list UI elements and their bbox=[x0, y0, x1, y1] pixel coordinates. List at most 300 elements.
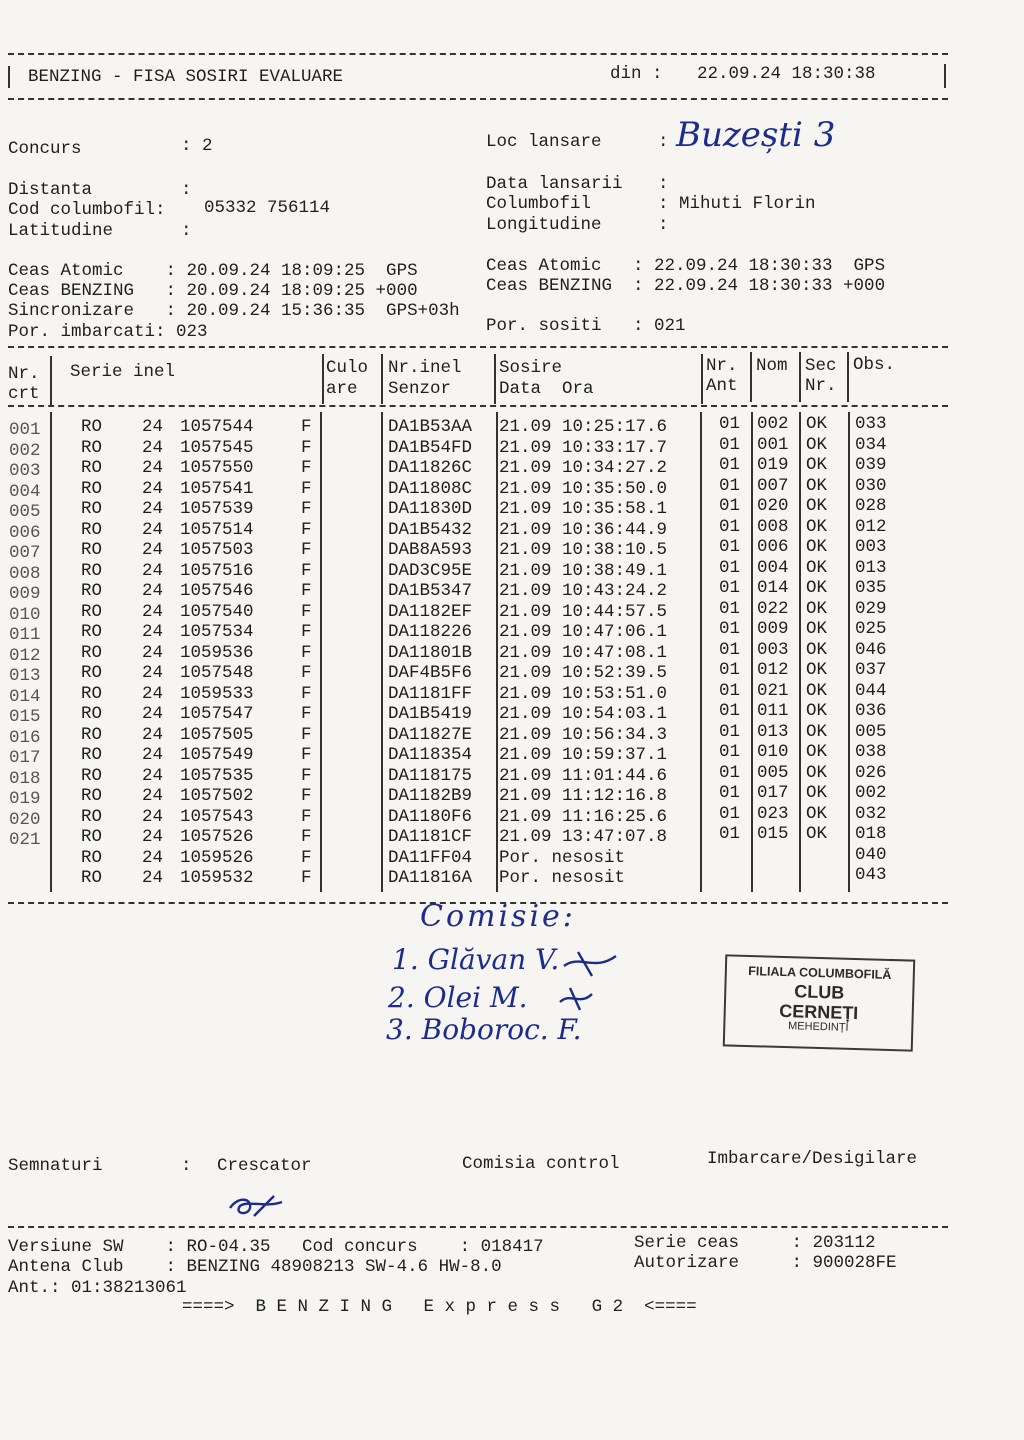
commission-member-2: 2. Olei M. bbox=[388, 981, 528, 1014]
cell-country: RO bbox=[81, 765, 103, 786]
cell-sec: OK bbox=[806, 783, 828, 803]
cell-year: 24 bbox=[142, 622, 164, 642]
cell-arrival: 21.09 10:36:44.9 bbox=[499, 519, 668, 540]
imbarcati-line: Por. imbarcati: 023 bbox=[8, 322, 208, 342]
commission-member-3: 3. Boboroc. F. bbox=[386, 1013, 582, 1046]
cell-country: RO bbox=[81, 663, 103, 683]
cell-sec: OK bbox=[806, 721, 828, 742]
cell-sensor: DA11FF04 bbox=[388, 847, 473, 868]
cell-country: RO bbox=[81, 868, 103, 888]
cell-nr: 017 bbox=[9, 748, 41, 768]
cell-sex: F bbox=[301, 745, 312, 765]
cell-ring: 1057546 bbox=[180, 581, 254, 601]
col-divider bbox=[751, 412, 753, 892]
cell-nr: 009 bbox=[9, 584, 41, 604]
cell-ant: 01 bbox=[719, 557, 741, 578]
cell-sec: OK bbox=[806, 557, 828, 578]
cell-arrival: 21.09 10:53:51.0 bbox=[499, 683, 668, 704]
cell-nom: 010 bbox=[757, 742, 789, 762]
cell-ring: 1057505 bbox=[180, 724, 254, 745]
cell-arrival: 21.09 10:43:24.2 bbox=[499, 581, 668, 601]
cell-sensor: DA1182EF bbox=[388, 601, 473, 622]
cell-arrival: 21.09 10:54:03.1 bbox=[499, 704, 668, 724]
cell-year: 24 bbox=[142, 458, 164, 478]
cell-arrival: 21.09 10:35:50.0 bbox=[499, 478, 668, 499]
th-culo: Culo bbox=[326, 358, 369, 378]
cod-columbofil-label: Cod columbofil: bbox=[8, 200, 166, 220]
cell-ring: 1057540 bbox=[180, 601, 254, 622]
cell-obs: 035 bbox=[855, 578, 887, 598]
cell-obs: 003 bbox=[855, 537, 887, 557]
cell-year: 24 bbox=[142, 499, 164, 519]
cell-year: 24 bbox=[142, 417, 164, 437]
footer-antena: Antena Club : BENZING 48908213 SW-4.6 HW-8.0 bbox=[8, 1257, 502, 1277]
cell-ring: 1057544 bbox=[180, 417, 254, 437]
cell-obs: 033 bbox=[855, 414, 887, 434]
th-obs: Obs. bbox=[853, 355, 896, 375]
cell-ring: 1059533 bbox=[180, 683, 254, 704]
th-divider bbox=[750, 352, 752, 402]
cell-nom: 014 bbox=[757, 578, 789, 598]
latitudine-label: Latitudine bbox=[8, 221, 114, 241]
signature-scribble-2 bbox=[556, 984, 596, 1014]
th-crt: crt bbox=[8, 384, 40, 404]
cell-sensor: DA1B54FD bbox=[388, 437, 473, 458]
cell-nom: 023 bbox=[757, 803, 789, 824]
cell-ant: 01 bbox=[719, 434, 741, 455]
cell-country: RO bbox=[81, 540, 103, 560]
cell-obs: 044 bbox=[855, 680, 887, 701]
cell-arrival: 21.09 13:47:07.8 bbox=[499, 827, 668, 847]
cell-sec: OK bbox=[806, 516, 828, 537]
cell-sec: OK bbox=[806, 824, 828, 844]
th-divider bbox=[381, 354, 383, 404]
cell-sex: F bbox=[301, 622, 312, 642]
cell-sex: F bbox=[301, 663, 312, 683]
signature-scribble-1 bbox=[560, 948, 620, 978]
cell-country: RO bbox=[81, 704, 103, 724]
cell-ant: 01 bbox=[719, 619, 741, 639]
cell-ring: 1057547 bbox=[180, 704, 254, 724]
data-lansarii-value: : bbox=[658, 174, 669, 194]
cell-sec: OK bbox=[806, 475, 828, 496]
cell-nr: 011 bbox=[9, 625, 41, 645]
header-right-border bbox=[944, 64, 946, 88]
cell-sex: F bbox=[301, 806, 312, 827]
col-divider bbox=[848, 412, 850, 892]
cell-nr: 005 bbox=[9, 502, 41, 522]
cell-ant: 01 bbox=[719, 742, 741, 762]
cell-sex: F bbox=[301, 417, 312, 437]
cell-sensor: DA1180F6 bbox=[388, 806, 473, 827]
cell-sex: F bbox=[301, 499, 312, 519]
latitudine-value: : bbox=[181, 221, 192, 241]
cell-sensor: DA1B5347 bbox=[388, 581, 473, 601]
cell-year: 24 bbox=[142, 704, 164, 724]
cell-obs: 038 bbox=[855, 742, 887, 762]
cell-ant: 01 bbox=[719, 598, 741, 619]
cell-ring: 1057526 bbox=[180, 827, 254, 847]
sositi-line: Por. sositi : 021 bbox=[486, 316, 686, 336]
th-are: are bbox=[326, 379, 358, 399]
cell-year: 24 bbox=[142, 724, 164, 745]
cell-sex: F bbox=[301, 519, 312, 540]
cell-arrival: 21.09 10:38:10.5 bbox=[499, 540, 668, 560]
cell-sex: F bbox=[301, 437, 312, 458]
cell-nom: 012 bbox=[757, 660, 789, 680]
cell-nr: 014 bbox=[9, 686, 41, 707]
cell-sec: OK bbox=[806, 455, 828, 475]
cell-nom: 006 bbox=[757, 537, 789, 557]
cell-year: 24 bbox=[142, 786, 164, 806]
cell-obs: 012 bbox=[855, 516, 887, 537]
cell-ring: 1057503 bbox=[180, 540, 254, 560]
footer-banner: ====> B E N Z I N G E x p r e s s G 2 <==== bbox=[182, 1297, 697, 1317]
footer-autorizare: Autorizare : 900028FE bbox=[634, 1253, 897, 1273]
cell-obs: 029 bbox=[855, 598, 887, 619]
col-divider bbox=[700, 412, 702, 892]
cell-sensor: DA1182B9 bbox=[388, 786, 473, 806]
cell-sensor: DA11808C bbox=[388, 478, 473, 499]
cell-sex: F bbox=[301, 765, 312, 786]
loc-lansare-label: Loc lansare bbox=[486, 132, 602, 152]
clock-atomic-start: Ceas Atomic : 20.09.24 18:09:25 GPS bbox=[8, 261, 418, 281]
commission-member-1: 1. Glăvan V. bbox=[392, 943, 560, 976]
cell-ant: 01 bbox=[719, 475, 741, 496]
cell-nr: 015 bbox=[9, 707, 41, 727]
cell-nr: 004 bbox=[9, 481, 41, 502]
cell-nr: 010 bbox=[9, 604, 41, 625]
cell-sec: OK bbox=[806, 660, 828, 680]
cod-columbofil-value: 05332 756114 bbox=[204, 198, 331, 218]
cell-arrival: 21.09 10:25:17.6 bbox=[499, 417, 668, 437]
cell-ring: 1059532 bbox=[180, 868, 254, 888]
report-date-label: din : bbox=[610, 64, 663, 84]
distanta-label: Distanta bbox=[8, 180, 93, 200]
cell-obs: 032 bbox=[855, 803, 887, 824]
cell-arrival: 21.09 10:44:57.5 bbox=[499, 601, 668, 622]
cell-year: 24 bbox=[142, 519, 164, 540]
cell-sec: OK bbox=[806, 434, 828, 455]
cell-arrival: 21.09 11:01:44.6 bbox=[499, 765, 668, 786]
th-nom: Nom bbox=[756, 356, 788, 376]
cell-sec: OK bbox=[806, 619, 828, 639]
signatures-label: Semnaturi bbox=[8, 1156, 103, 1176]
sync-line: Sincronizare : 20.09.24 15:36:35 GPS+03h bbox=[8, 301, 460, 321]
cell-sex: F bbox=[301, 724, 312, 745]
cell-arrival: 21.09 10:33:17.7 bbox=[499, 437, 668, 458]
cell-country: RO bbox=[81, 683, 103, 704]
cell-ring: 1057534 bbox=[180, 622, 254, 642]
cell-obs: 002 bbox=[855, 783, 887, 803]
cell-nr: 003 bbox=[9, 461, 41, 481]
cell-obs: 039 bbox=[855, 455, 887, 475]
cell-sec: OK bbox=[806, 639, 828, 660]
th-sec-nr: Nr. bbox=[805, 376, 837, 396]
cell-year: 24 bbox=[142, 683, 164, 704]
clock-atomic-end: Ceas Atomic : 22.09.24 18:30:33 GPS bbox=[486, 256, 886, 276]
data-lansarii-label: Data lansarii bbox=[486, 174, 623, 194]
th-nr: Nr. bbox=[8, 364, 40, 384]
cell-ant: 01 bbox=[719, 783, 741, 803]
cell-nom: 009 bbox=[757, 619, 789, 639]
cell-year: 24 bbox=[142, 601, 164, 622]
cell-country: RO bbox=[81, 806, 103, 827]
cell-arrival: 21.09 10:52:39.5 bbox=[499, 663, 668, 683]
cell-year: 24 bbox=[142, 478, 164, 499]
th-divider bbox=[322, 354, 324, 404]
cell-nom: 004 bbox=[757, 557, 789, 578]
cell-year: 24 bbox=[142, 847, 164, 868]
stamp-line-3: CERNEȚI bbox=[778, 1000, 859, 1023]
cell-nom: 002 bbox=[757, 414, 789, 434]
cell-nom: 007 bbox=[757, 475, 789, 496]
cell-sec: OK bbox=[806, 414, 828, 434]
stamp-line-4: MEHEDINȚI bbox=[787, 1019, 849, 1034]
concurs-label: Concurs bbox=[8, 139, 82, 159]
cell-obs: 030 bbox=[855, 475, 887, 496]
cell-country: RO bbox=[81, 437, 103, 458]
crescator-signature bbox=[224, 1190, 288, 1222]
cell-obs: 037 bbox=[855, 660, 887, 680]
cell-sex: F bbox=[301, 601, 312, 622]
col-divider bbox=[381, 412, 383, 892]
col-divider bbox=[496, 412, 498, 892]
th-sosire: Sosire bbox=[499, 358, 563, 378]
th-ant: Ant bbox=[706, 376, 738, 396]
cell-year: 24 bbox=[142, 765, 164, 786]
cell-ant: 01 bbox=[719, 701, 741, 721]
cell-ring: 1057541 bbox=[180, 478, 254, 499]
cell-ant: 01 bbox=[719, 578, 741, 598]
cell-arrival: 21.09 10:56:34.3 bbox=[499, 724, 668, 745]
cell-arrival: 21.09 10:47:08.1 bbox=[499, 642, 668, 663]
th-divider bbox=[799, 352, 801, 402]
cell-country: RO bbox=[81, 622, 103, 642]
cell-year: 24 bbox=[142, 540, 164, 560]
signature-imbarcare: Imbarcare/Desigilare bbox=[707, 1149, 918, 1169]
cell-sex: F bbox=[301, 478, 312, 499]
cell-country: RO bbox=[81, 827, 103, 847]
signature-crescator: Crescator bbox=[217, 1156, 312, 1176]
cell-sec: OK bbox=[806, 762, 828, 783]
cell-nr: 018 bbox=[9, 768, 41, 789]
cell-sec: OK bbox=[806, 537, 828, 557]
longitudine-value: : bbox=[658, 215, 669, 235]
th-data-ora: Data Ora bbox=[499, 379, 594, 399]
cell-year: 24 bbox=[142, 663, 164, 683]
cell-country: RO bbox=[81, 581, 103, 601]
cell-ring: 1059526 bbox=[180, 847, 254, 868]
cell-obs: 036 bbox=[855, 701, 887, 721]
cell-sex: F bbox=[301, 560, 312, 581]
cell-sensor: DAB8A593 bbox=[388, 540, 473, 560]
cell-nr: 007 bbox=[9, 543, 41, 563]
cell-arrival: Por. nesosit bbox=[499, 847, 626, 868]
cell-sec: OK bbox=[806, 578, 828, 598]
cell-ring: 1057535 bbox=[180, 765, 254, 786]
cell-obs: 043 bbox=[855, 865, 887, 885]
cell-sec: OK bbox=[806, 598, 828, 619]
columbofil-label: Columbofil bbox=[486, 194, 592, 214]
cell-ant: 01 bbox=[719, 762, 741, 783]
cell-arrival: Por. nesosit bbox=[499, 868, 626, 888]
cell-ant: 01 bbox=[719, 455, 741, 475]
loc-lansare-colon: : bbox=[658, 132, 669, 152]
cell-sensor: DAF4B5F6 bbox=[388, 663, 473, 683]
col-divider bbox=[320, 412, 322, 892]
cell-nom: 013 bbox=[757, 721, 789, 742]
cell-ant: 01 bbox=[719, 496, 741, 516]
th-nr-ant: Nr. bbox=[706, 356, 738, 376]
report-date: 22.09.24 18:30:38 bbox=[697, 64, 876, 84]
cell-sex: F bbox=[301, 683, 312, 704]
cell-nom: 017 bbox=[757, 783, 789, 803]
cell-ring: 1057543 bbox=[180, 806, 254, 827]
cell-ring: 1057502 bbox=[180, 786, 254, 806]
cell-arrival: 21.09 10:35:58.1 bbox=[499, 499, 668, 519]
cell-nom: 020 bbox=[757, 496, 789, 516]
cell-sensor: DA11801B bbox=[388, 642, 473, 663]
cell-obs: 040 bbox=[855, 844, 887, 865]
clock-benzing-end: Ceas BENZING : 22.09.24 18:30:33 +000 bbox=[486, 276, 886, 296]
cell-sensor: DA1181CF bbox=[388, 827, 473, 847]
th-divider bbox=[701, 354, 703, 404]
cell-sensor: DA11830D bbox=[388, 499, 473, 519]
cell-sensor: DA118175 bbox=[388, 765, 473, 786]
stamp-line-2: CLUB bbox=[794, 980, 845, 1003]
cell-ant: 01 bbox=[719, 516, 741, 537]
cell-nr: 016 bbox=[9, 727, 41, 748]
th-nrinel: Nr.inel bbox=[388, 358, 462, 378]
stamp-line-1: FILIALA COLUMBOFILĂ bbox=[748, 964, 892, 983]
cell-sensor: DA1B53AA bbox=[388, 417, 473, 437]
report-title: BENZING - FISA SOSIRI EVALUARE bbox=[28, 67, 344, 87]
cell-nr: 006 bbox=[9, 522, 41, 543]
header-bottom-rule bbox=[8, 98, 948, 100]
footer-ant: Ant.: 01:38213061 bbox=[8, 1278, 187, 1298]
cell-ant: 01 bbox=[719, 824, 741, 844]
th-senzor: Senzor bbox=[388, 379, 452, 399]
cell-nr: 020 bbox=[9, 809, 41, 830]
cell-nom: 021 bbox=[757, 680, 789, 701]
cell-ring: 1059536 bbox=[180, 642, 254, 663]
cell-country: RO bbox=[81, 745, 103, 765]
commission-title: Comisie: bbox=[420, 899, 576, 934]
clock-benzing-start: Ceas BENZING : 20.09.24 18:09:25 +000 bbox=[8, 281, 418, 301]
cell-sex: F bbox=[301, 847, 312, 868]
cell-sec: OK bbox=[806, 742, 828, 762]
cell-country: RO bbox=[81, 601, 103, 622]
cell-country: RO bbox=[81, 560, 103, 581]
cell-arrival: 21.09 10:38:49.1 bbox=[499, 560, 668, 581]
cell-ant: 01 bbox=[719, 803, 741, 824]
cell-sensor: DA1B5419 bbox=[388, 704, 473, 724]
cell-sex: F bbox=[301, 704, 312, 724]
club-stamp bbox=[723, 954, 915, 1051]
cell-country: RO bbox=[81, 417, 103, 437]
cell-sex: F bbox=[301, 868, 312, 888]
cell-nr: 012 bbox=[9, 645, 41, 666]
cell-sensor: DA1B5432 bbox=[388, 519, 473, 540]
cell-sensor: DA11816A bbox=[388, 868, 473, 888]
cell-nom: 001 bbox=[757, 434, 789, 455]
cell-year: 24 bbox=[142, 642, 164, 663]
header-left-border bbox=[8, 66, 10, 88]
cell-obs: 034 bbox=[855, 434, 887, 455]
cell-ring: 1057514 bbox=[180, 519, 254, 540]
cell-sensor: DA11826C bbox=[388, 458, 473, 478]
cell-nom: 015 bbox=[757, 824, 789, 844]
cell-ant: 01 bbox=[719, 639, 741, 660]
cell-arrival: 21.09 10:47:06.1 bbox=[499, 622, 668, 642]
cell-ring: 1057539 bbox=[180, 499, 254, 519]
cell-country: RO bbox=[81, 478, 103, 499]
cell-ant: 01 bbox=[719, 537, 741, 557]
cell-sensor: DA11827E bbox=[388, 724, 473, 745]
concurs-value: : 2 bbox=[181, 136, 213, 156]
col-divider bbox=[50, 412, 52, 892]
columbofil-value: : Mihuti Florin bbox=[658, 194, 816, 214]
cell-ring: 1057545 bbox=[180, 437, 254, 458]
cell-arrival: 21.09 10:34:27.2 bbox=[499, 458, 668, 478]
cell-nr: 002 bbox=[9, 440, 41, 461]
footer-top-rule bbox=[8, 1226, 948, 1228]
cell-country: RO bbox=[81, 519, 103, 540]
cell-sex: F bbox=[301, 581, 312, 601]
cell-arrival: 21.09 11:16:25.6 bbox=[499, 806, 668, 827]
cell-ring: 1057550 bbox=[180, 458, 254, 478]
cell-year: 24 bbox=[142, 806, 164, 827]
cell-sex: F bbox=[301, 786, 312, 806]
cell-obs: 025 bbox=[855, 619, 887, 639]
longitudine-label: Longitudine bbox=[486, 215, 602, 235]
cell-ant: 01 bbox=[719, 680, 741, 701]
cell-ant: 01 bbox=[719, 660, 741, 680]
cell-ant: 01 bbox=[719, 414, 741, 434]
cell-arrival: 21.09 10:59:37.1 bbox=[499, 745, 668, 765]
cell-country: RO bbox=[81, 458, 103, 478]
cell-nr: 019 bbox=[9, 789, 41, 809]
cell-sex: F bbox=[301, 458, 312, 478]
th-divider bbox=[494, 354, 496, 404]
cell-ring: 1057516 bbox=[180, 560, 254, 581]
cell-obs: 046 bbox=[855, 639, 887, 660]
table-header-rule bbox=[8, 405, 948, 407]
cell-ring: 1057548 bbox=[180, 663, 254, 683]
cell-year: 24 bbox=[142, 437, 164, 458]
signatures-colon: : bbox=[181, 1156, 192, 1176]
cell-country: RO bbox=[81, 786, 103, 806]
loc-lansare-handwritten: Buzești 3 bbox=[676, 115, 836, 155]
th-serie: Serie inel bbox=[70, 362, 176, 382]
cell-sec: OK bbox=[806, 803, 828, 824]
cell-sensor: DA1181FF bbox=[388, 683, 473, 704]
cell-nr: 013 bbox=[9, 666, 41, 686]
footer-version: Versiune SW : RO-04.35 Cod concurs : 018417 bbox=[8, 1237, 544, 1257]
distanta-value: : bbox=[181, 180, 192, 200]
cell-year: 24 bbox=[142, 868, 164, 888]
table-top-rule bbox=[8, 346, 948, 348]
header-top-rule bbox=[8, 53, 948, 55]
th-divider bbox=[50, 356, 52, 406]
cell-sec: OK bbox=[806, 680, 828, 701]
cell-sensor: DA118354 bbox=[388, 745, 473, 765]
cell-country: RO bbox=[81, 847, 103, 868]
cell-obs: 005 bbox=[855, 721, 887, 742]
cell-sec: OK bbox=[806, 496, 828, 516]
cell-sex: F bbox=[301, 642, 312, 663]
